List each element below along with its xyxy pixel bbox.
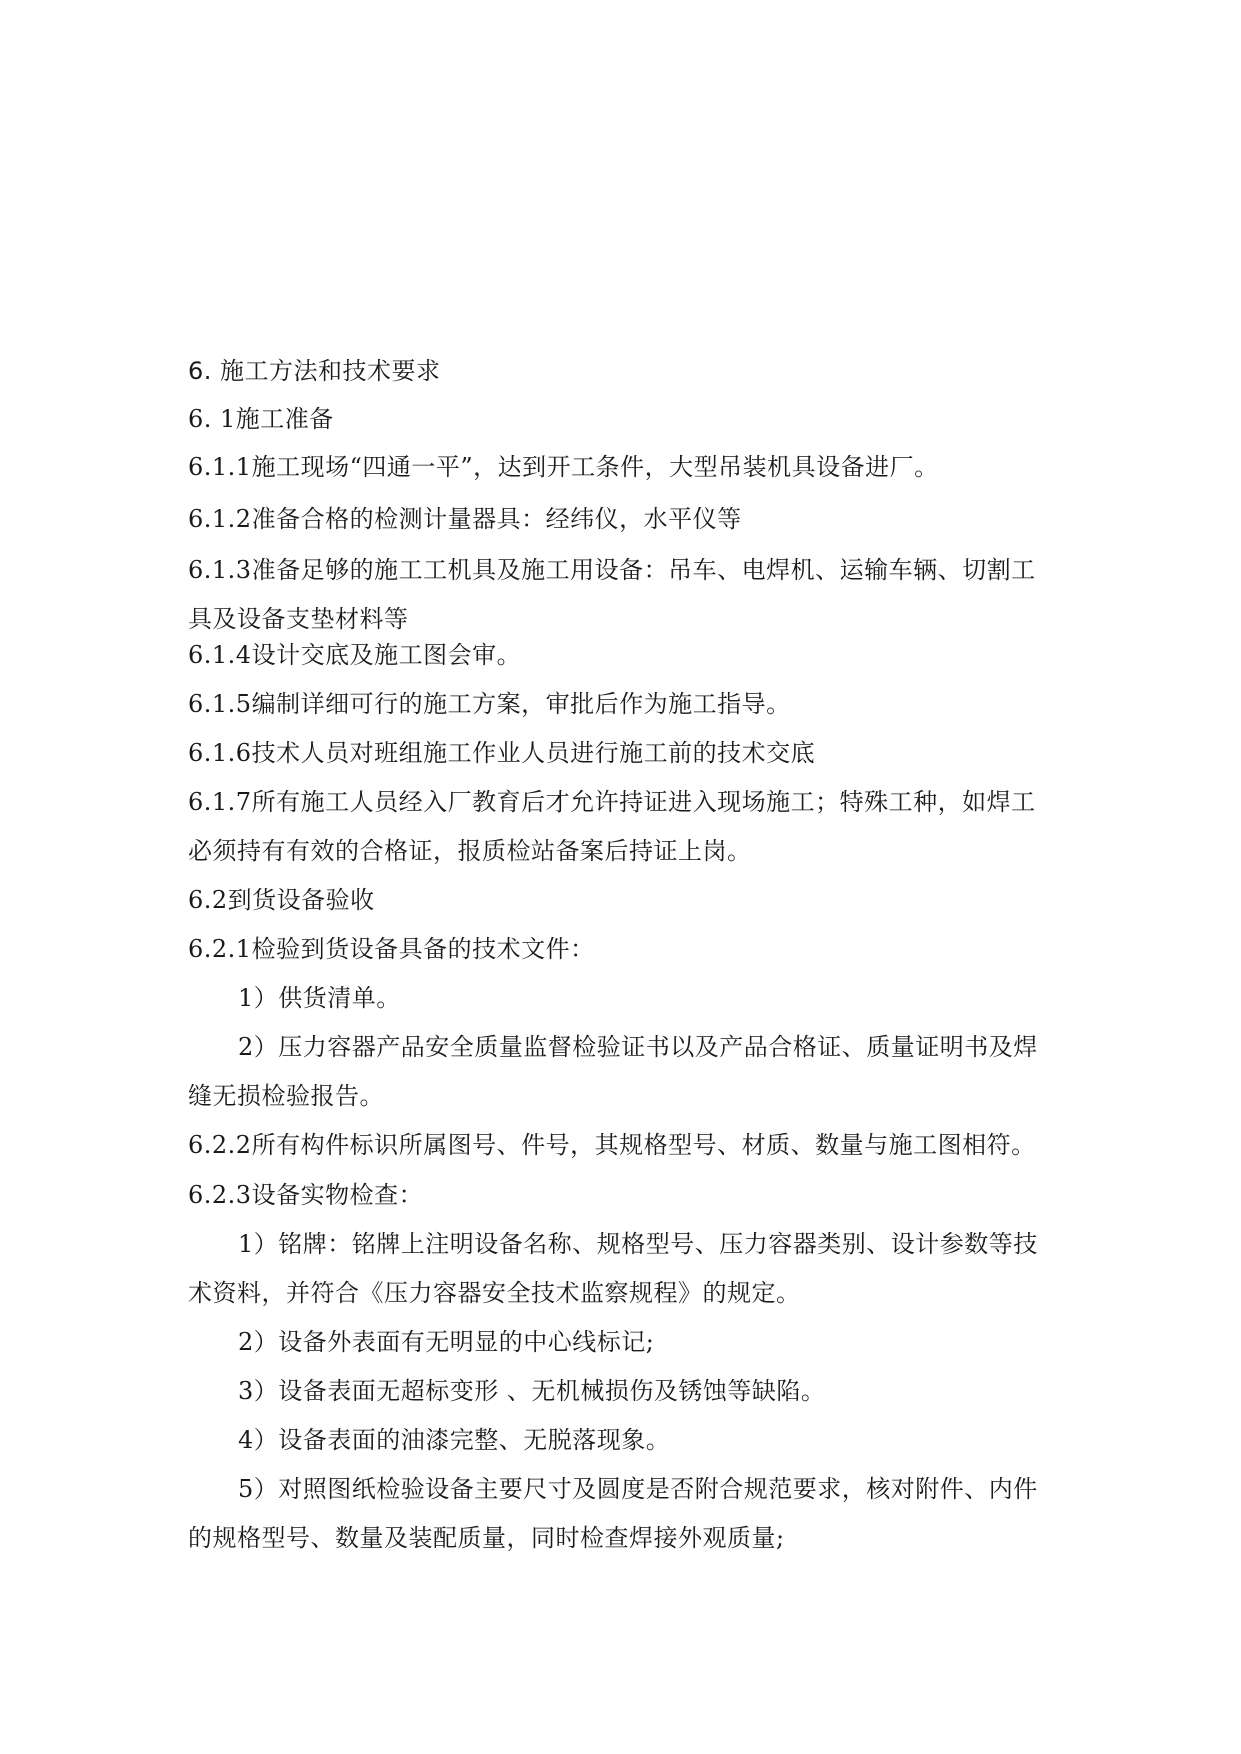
subsection-heading-6-1: 6. 1施工准备 (188, 405, 334, 433)
subsection-heading-6-2: 6.2到货设备验收 (188, 886, 375, 914)
list-item-6-2-1-2-cont: 缝无损检验报告。 (188, 1082, 384, 1110)
paragraph-6-1-7: 6.1.7所有施工人员经入厂教育后才允许持证进入现场施工；特殊工种，如焊工 (188, 788, 1036, 816)
list-item-6-2-1-2: 2）压力容器产品安全质量监督检验证书以及产品合格证、质量证明书及焊 (238, 1033, 1038, 1061)
paragraph-6-2-3: 6.2.3设备实物检查： (188, 1181, 424, 1209)
list-item-6-2-3-5: 5）对照图纸检验设备主要尺寸及圆度是否附合规范要求，核对附件、内件 (238, 1475, 1038, 1503)
paragraph-6-1-4: 6.1.4设计交底及施工图会审。 (188, 641, 522, 669)
paragraph-6-2-1: 6.2.1检验到货设备具备的技术文件： (188, 935, 595, 963)
list-item-6-2-3-4: 4）设备表面的油漆完整、无脱落现象。 (238, 1426, 671, 1454)
list-item-6-2-3-1: 1）铭牌：铭牌上注明设备名称、规格型号、压力容器类别、设计参数等技 (238, 1230, 1038, 1258)
paragraph-6-1-1: 6.1.1施工现场“四通一平”，达到开工条件，大型吊装机具设备进厂。 (188, 453, 939, 481)
section-heading-6: 6. 施工方法和技术要求 (188, 357, 441, 385)
paragraph-6-1-3: 6.1.3准备足够的施工工机具及施工用设备：吊车、电焊机、运输车辆、切割工 (188, 556, 1036, 584)
list-item-6-2-3-3: 3）设备表面无超标变形 、无机械损伤及锈蚀等缺陷。 (238, 1377, 826, 1405)
paragraph-6-1-5: 6.1.5编制详细可行的施工方案，审批后作为施工指导。 (188, 690, 791, 718)
list-item-6-2-3-2: 2）设备外表面有无明显的中心线标记; (238, 1328, 655, 1356)
list-item-6-2-1-1: 1）供货清单。 (238, 984, 401, 1012)
list-item-6-2-3-1-cont: 术资料，并符合《压力容器安全技术监察规程》的规定。 (188, 1279, 801, 1307)
list-item-6-2-3-5-cont: 的规格型号、数量及装配质量，同时检查焊接外观质量; (188, 1524, 785, 1552)
paragraph-6-2-2: 6.2.2所有构件标识所属图号、件号，其规格型号、材质、数量与施工图相符。 (188, 1131, 1036, 1159)
paragraph-6-1-7-cont: 必须持有有效的合格证，报质检站备案后持证上岗。 (188, 837, 752, 865)
paragraph-6-1-3-cont: 具及设备支垫材料等 (188, 605, 409, 633)
paragraph-6-1-2: 6.1.2准备合格的检测计量器具：经纬仪，水平仪等 (188, 505, 742, 533)
paragraph-6-1-6: 6.1.6技术人员对班组施工作业人员进行施工前的技术交底 (188, 739, 816, 767)
